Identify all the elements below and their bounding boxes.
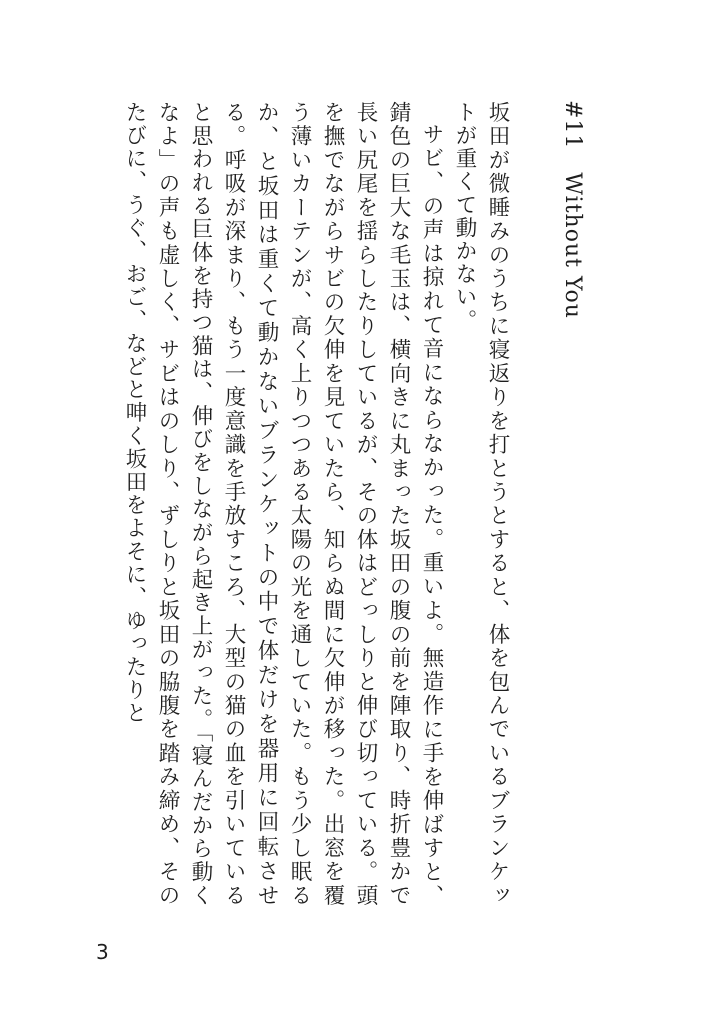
paragraph-2: サビ、の声は掠れて音にならなかった。重いよ。無造作に手を伸ばすと、錆色の巨大な毛玉は、横向きに丸まった坂田の腹の前を陣取り、時折豊かで長い尻尾を揺らしたりしているが、その体はどっしりと伸び切っている。頭を撫でながらサビの欠伸を見ていたら、知らぬ間に欠伸が移った。出窓を覆う薄いカーテンが、高く上りつつある太陽の光を通していた。もう少し眠るか、と坂田は重くて動かないブランケットの中で体だけを器用に回転させる。呼吸が深まり、もう一度意識を手放すころ、大型の猫の血を引いていると思われる巨体を持つ猫は、伸びをしながら起き上がった。「寝んだから動くなよ」の声も虚しく、サビはのしり、ずしりと坂田の脇腹を踏み締め、そのたびに、うぐ、おご、などと呻く坂田をよそに、ゆったりと bbox=[122, 101, 444, 907]
paragraph-1: 坂田が微睡みのうちに寝返りを打とうとすると、体を包んでいるブランケットが重くて動かない。 bbox=[452, 101, 510, 907]
chapter-title: #11 Without You bbox=[560, 100, 585, 319]
body-text bbox=[118, 101, 514, 907]
page-number: 3 bbox=[96, 940, 109, 964]
